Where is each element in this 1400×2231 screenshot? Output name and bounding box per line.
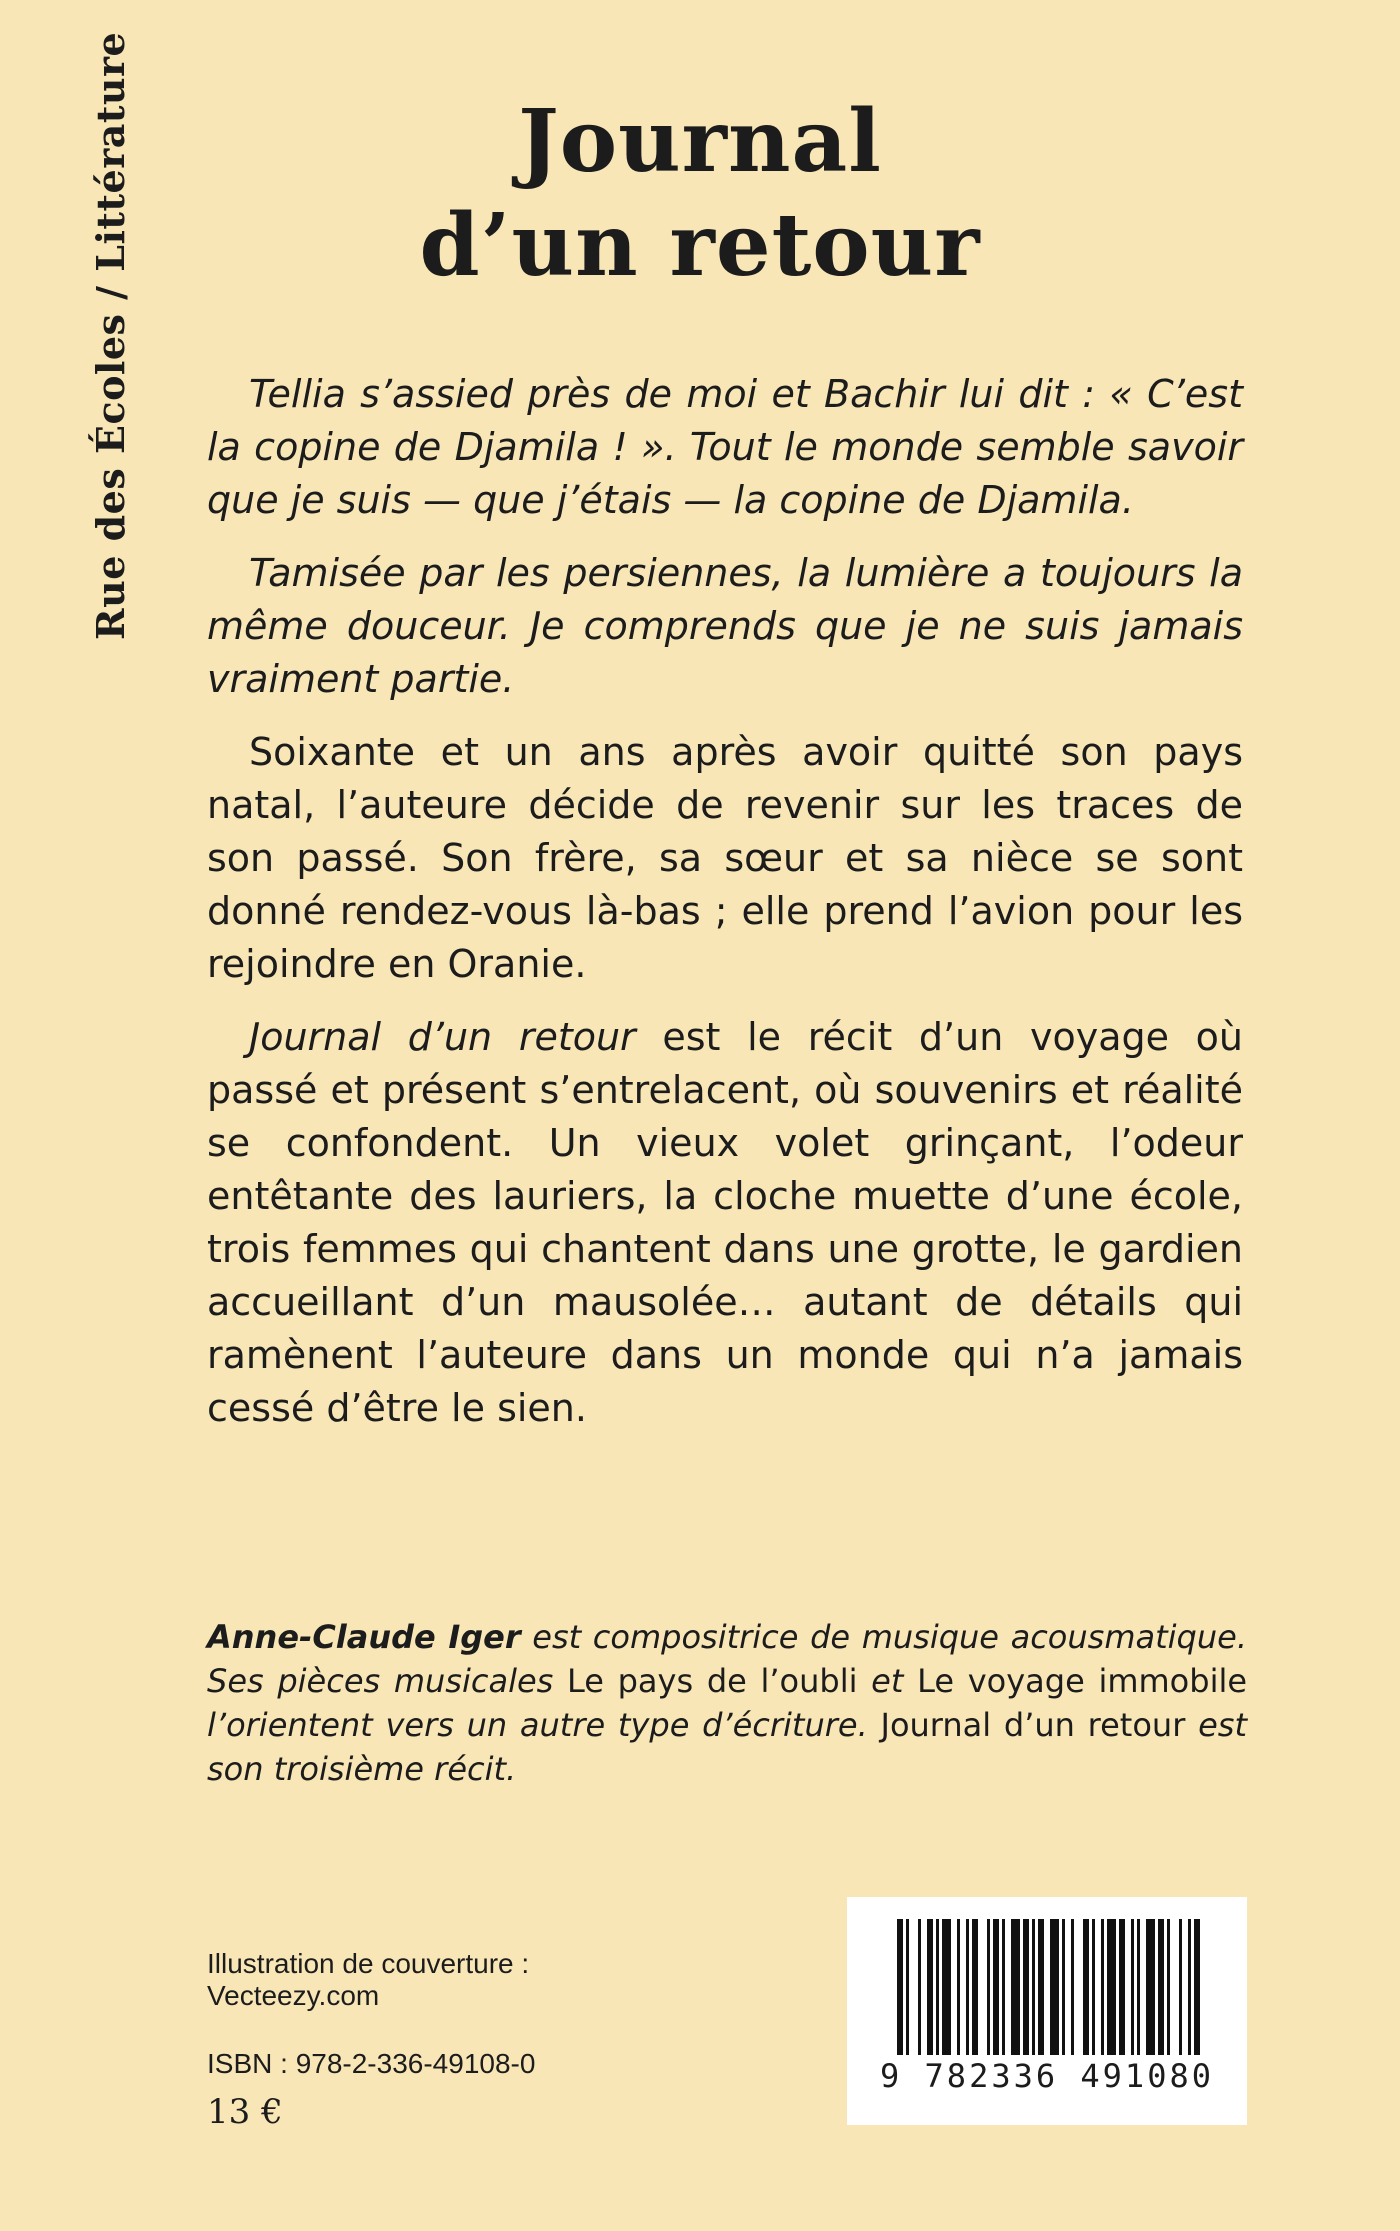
barcode-bar [1062, 1919, 1065, 2055]
price: 13 € [207, 2092, 283, 2132]
barcode-number: 9 782336 491080 [880, 2057, 1214, 2095]
barcode-bar [927, 1919, 933, 2055]
barcode-bar [1002, 1919, 1005, 2055]
barcode-bar [966, 1919, 969, 2055]
work-title-2: Le voyage immobile [917, 1662, 1248, 1700]
title-line-2: d’un retour [419, 195, 981, 296]
barcode-bar [1083, 1919, 1089, 2055]
author-bio [207, 1615, 1247, 1791]
barcode-bar [1038, 1919, 1044, 2055]
work-title-3: Journal d’un retour [880, 1706, 1186, 1744]
book-title-mention: Journal d’un retour [249, 1015, 636, 1059]
barcode-bar [993, 1919, 999, 2055]
bio-text-4: est son troisième récit. [207, 1706, 1248, 1788]
barcode-bar [987, 1919, 990, 2055]
summary-paragraph-1: Soixante et un ans après avoir quitté son pays natal, l’auteure décide de revenir sur les traces de son passé. Son frère, sa sœur et sa nièce se sont donné rendez-vous là-bas ; elle prend l’avion pour les rejoindre en Oranie. [207, 730, 1243, 986]
isbn: ISBN : 978-2-336-49108-0 [207, 2048, 536, 2079]
barcode-bar [1188, 1919, 1191, 2055]
author-name: Anne-Claude Iger [207, 1618, 521, 1656]
bio-text-3: l’orientent vers un autre type d’écriture. [207, 1706, 881, 1744]
barcode-bar [972, 1919, 978, 2055]
barcode-bar [1107, 1919, 1116, 2055]
barcode-bar [936, 1919, 939, 2055]
barcode-bar [1023, 1919, 1029, 2055]
barcode-bar [1050, 1919, 1059, 2055]
barcode [847, 1897, 1247, 2125]
barcode-bar [1158, 1919, 1164, 2055]
barcode-bar [1146, 1919, 1155, 2055]
summary-paragraph-2 [207, 1011, 1243, 1435]
barcode-bar [1167, 1919, 1170, 2055]
barcode-bar [897, 1919, 903, 2055]
barcode-bar [942, 1919, 951, 2055]
summary-paragraph-2-text: est le récit d’un voyage où passé et présent s’entrelacent, où souvenirs et réalité se confondent. Un vieux volet grinçant, l’odeur entêtante des lauriers, la cloche muette d’une école, trois femmes qui chantent dans une grotte, le gardien accueillant d’un mausolée… autant de détails qui ramènent l’auteure dans un monde qui n’a jamais cessé d’être le sien. [207, 1015, 1244, 1430]
barcode-bar [1071, 1919, 1074, 2055]
back-cover-blurb [207, 368, 1243, 1455]
barcode-bar [1119, 1919, 1125, 2055]
illustration-credit [207, 1948, 627, 2012]
barcode-bar [906, 1919, 909, 2055]
collection-name: Rue des Écoles / Littérature [88, 31, 133, 640]
barcode-bar [1179, 1919, 1182, 2055]
credit-source: Vecteezy.com [207, 1980, 380, 2011]
barcode-bar [1131, 1919, 1134, 2055]
work-title-1: Le pays de l’oubli [567, 1662, 858, 1700]
book-title [300, 90, 1100, 298]
bio-text-1: est compositrice de musique acousmatique. Ses pièces musicales [207, 1618, 1248, 1700]
barcode-bar [1032, 1919, 1035, 2055]
spine-label [58, 31, 133, 640]
quote-paragraph-2: Tamisée par les persiennes, la lumière a toujours la même douceur. Je comprends que je ne suis jamais vraiment partie. [207, 551, 1243, 701]
quote-paragraph-1: Tellia s’assied près de moi et Bachir lui dit : « C’est la copine de Djamila ! ». Tout le monde semble savoir que je suis — que j’étais — la copine de Djamila. [207, 372, 1243, 522]
barcode-bar [1101, 1919, 1104, 2055]
bio-text-2: et [857, 1662, 918, 1700]
credit-label: Illustration de couverture : [207, 1948, 530, 1979]
barcode-bar [1011, 1919, 1020, 2055]
barcode-bars [847, 1897, 1247, 2057]
barcode-bar [1194, 1919, 1200, 2055]
barcode-bar [1092, 1919, 1095, 2055]
barcode-bar [957, 1919, 960, 2055]
barcode-bar [1137, 1919, 1140, 2055]
barcode-bar [918, 1919, 921, 2055]
title-line-1: Journal [518, 91, 882, 192]
